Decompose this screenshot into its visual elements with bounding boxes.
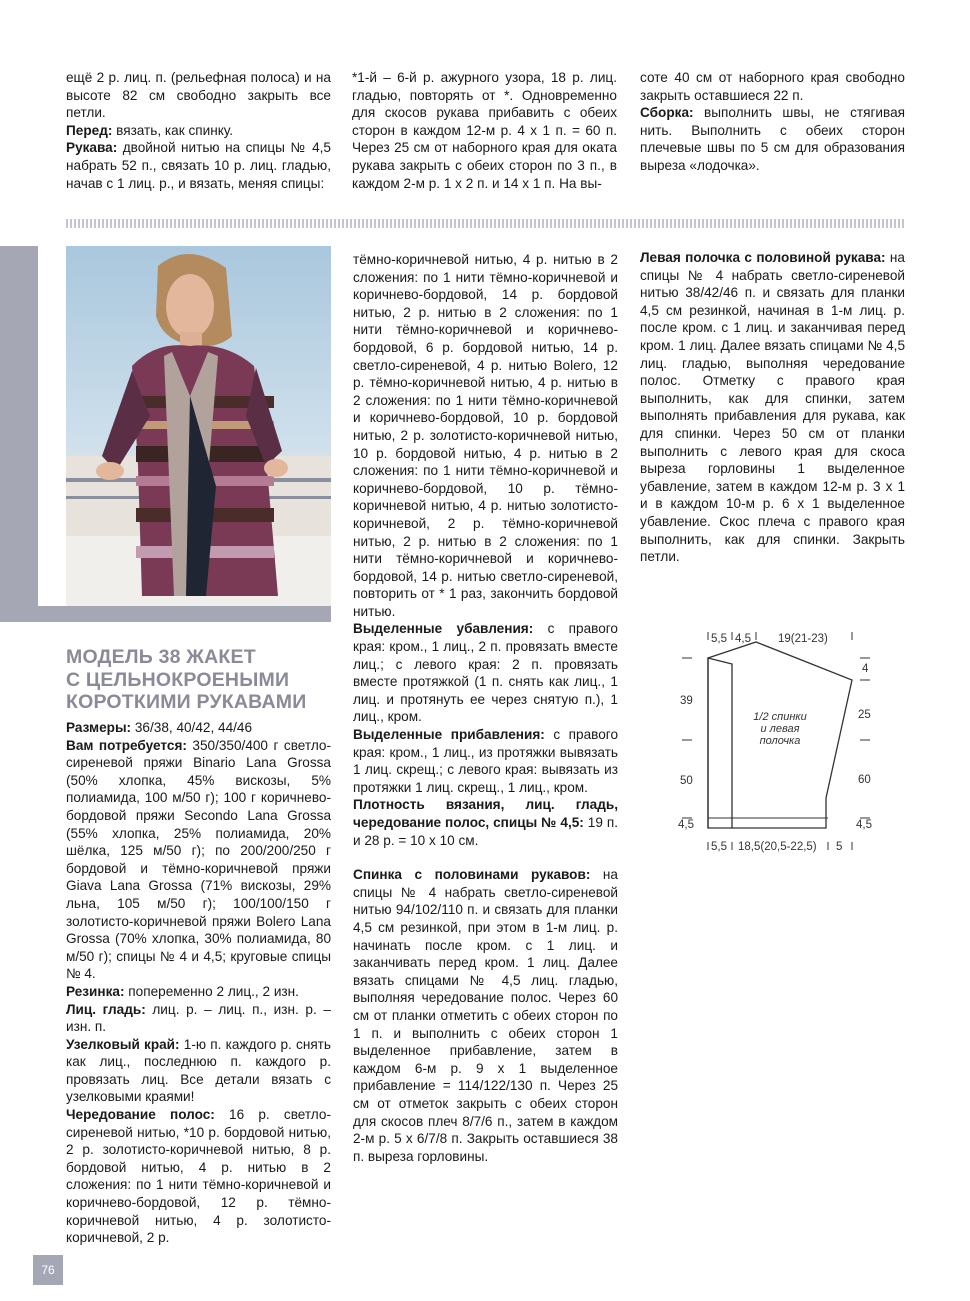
- term-label: Размеры:: [66, 720, 132, 735]
- term-label: Левая полочка с половиной рукава:: [640, 250, 886, 265]
- model-photo-illustration: [66, 246, 331, 606]
- section-divider: [66, 219, 906, 228]
- paragraph: [66, 737, 331, 983]
- paragraph: [353, 251, 618, 620]
- diagram-right-label: 4: [862, 663, 869, 675]
- paragraph: соте 40 см от наборного края свободно закрыть оставшиеся 22 п.: [640, 70, 905, 103]
- diagram-placket: [708, 658, 732, 828]
- diagram-top-label: 4,5: [735, 633, 751, 645]
- term-label: Сборка:: [640, 105, 694, 121]
- term-text: с правого края: кром., 1 лиц., 2 п. провязать вместе лиц.; с левого края: 2 п. провязать вместе протяжкой (1 п. снять как лиц., 1 лиц. и протянуть ее через снятую п.), 1 лиц., кром.: [353, 621, 618, 725]
- term-label: Лиц. гладь:: [66, 1001, 146, 1017]
- title-line-3: КОРОТКИМИ РУКАВАМИ: [66, 691, 307, 713]
- term-text: на спицы № 4 набрать светло-сиреневой нитью 94/102/110 п. и связать для планки 4,5 см резинкой, при этом в 1-м лиц. р. начинать после кром. с 1 лиц. и заканчивать перед кром. 1 лиц. Далее вязать спицами № 4,5 лиц. гладью, выполняя чередование полос. Через 60 см от планки отметить с обеих сторон по 1 п. и выполнить с обеих сторон 1 выделенное прибавление, затем в каждом 6-м р. 9 х 1 выделенное прибавление = 114/122/130 п. Через 25 см от отметок закрыть с обеих сторон для скосов плеч 8/7/6 п., затем в каждом 2-м р. 5 х 6/7/8 п. Закрыть оставшиеся 38 п. выреза горловины.: [353, 867, 618, 1164]
- diagram-top-label: 5,5: [711, 633, 727, 645]
- model-title: [66, 646, 331, 714]
- term-label: Выделенные прибавления:: [353, 727, 545, 743]
- paragraph: [353, 620, 618, 726]
- paragraph: [353, 796, 618, 849]
- term-text: лиц. р. – лиц. п., изн. р. – изн. п.: [66, 1001, 331, 1035]
- paragraph: [353, 866, 618, 1165]
- term-text: попеременно 2 лиц., 2 изн.: [124, 983, 299, 999]
- diagram-caption: полочка: [759, 735, 801, 747]
- diagram-bottom-label: 5: [836, 841, 843, 853]
- term-text: 1-ю п. каждого р. снять как лиц., последнюю п. каждого р. провязать лиц. Все детали вязать с узелковыми краями!: [66, 1036, 331, 1105]
- model-photo: [66, 246, 331, 606]
- side-color-band: [0, 246, 38, 622]
- diagram-right-label: 25: [858, 709, 871, 721]
- diagram-left-label: 39: [680, 695, 693, 707]
- term-text: двойной нитью на спицы № 4,5 набрать 52 п., связать 10 р. лиц. гладью, начав с 1 лиц. р., и вязать, меняя спицы:: [66, 140, 331, 191]
- middle-column: [353, 251, 618, 1165]
- term-text: 16 р. светло-сиреневой нитью, *10 р. бордовой нитью, 2 р. золотисто-коричневой нитью, 8 р. бордовой нитью, 4 р. нитью в 2 сложения: по 1 нити тёмно-коричневой и коричнево-бордовой, 12 р. тёмно-коричневой нитью, 4 р. золотисто-коричневой, 2 р.: [66, 1107, 331, 1246]
- top-column-1: [66, 69, 331, 192]
- paragraph: [66, 719, 331, 737]
- paragraph: ещё 2 р. лиц. п. (рельефная полоса) и на высоте 82 см свободно закрыть все петли.: [66, 70, 331, 121]
- paragraph: [640, 104, 905, 174]
- term-label: Узелковый край:: [66, 1036, 180, 1052]
- diagram-caption: 1/2 спинки: [753, 711, 807, 723]
- diagram-left-label: 50: [680, 775, 693, 787]
- diagram-right-label: 4,5: [856, 819, 872, 831]
- paragraph: [66, 1036, 331, 1106]
- term-text: с правого края: кром., 1 лиц., из протяжки вывязать 1 лиц. скрещ.; с левого края: вывязать из протяжки 1 лиц. скрещ., 1 лиц., кром.: [353, 727, 619, 795]
- term-text: тёмно-коричневой нитью, 4 р. нитью в 2 сложения: по 1 нити тёмно-коричневой и коричнево-бордовой, 14 р. бордовой нитью, 2 р. нитью в 2 сложения: по 1 нити тёмно-коричневой и коричнево-бордовой, 6 р. бордовой нитью, 14 р. светло-сиреневой, 4 р. нитью Bolero, 12 р. тёмно-коричневой нитью, 4 р. нитью в 2 сложения: по 1 нити тёмно-коричневой и коричнево-бордовой, 10 р. бордовой нитью, 2 р. золотисто-коричневой нитью, 10 р. бордовой нитью, 4 р. нитью в 2 сложения: по 1 нити тёмно-коричневой и коричнево-бордовой, 10 р. тёмно-коричневой нитью, 4 р. нитью золотисто-коричневой, 2 р. тёмно-коричневой нитью, 2 р. нитью в 2 сложения: по 1 нити тёмно-коричневой и коричнево-бордовой, 14 р. нитью светло-сиреневой, повторить от * 1 раз, закончить бордовой нитью.: [353, 252, 618, 619]
- diagram-left-label: 4,5: [678, 819, 694, 831]
- top-column-3: [640, 69, 905, 175]
- paragraph: *1-й – 6-й р. ажурного узора, 18 р. лиц. гладью, повторять от *. Одновременно для скосов рукава прибавить с обеих сторон в каждом 12-м р. 4 х 1 п. = 60 п. Через 25 см от наборного края для оката рукава закрыть с обеих сторон по 3 п., в каждом 2-м р. 1 х 2 п. и 14 х 1 п. На вы-: [352, 70, 617, 191]
- diagram-bottom-label: 18,5(20,5-22,5): [738, 841, 817, 853]
- title-line-1: МОДЕЛЬ 38 ЖАКЕТ: [66, 646, 256, 668]
- term-label: Перед:: [66, 122, 113, 138]
- page-number: 76: [33, 1255, 63, 1285]
- diagram-right-label: 60: [858, 774, 871, 786]
- pattern-diagram-drawing: [668, 628, 898, 860]
- term-text: 36/38, 40/42, 44/46: [131, 720, 253, 735]
- term-text: 19 п. и 28 р. = 10 х 10 см.: [353, 815, 618, 848]
- term-text: вязать, как спинку.: [112, 122, 234, 138]
- photo-bottom-band: [0, 606, 331, 622]
- term-label: Рукава:: [66, 140, 118, 156]
- term-label: Плотность вязания, лиц. гладь, чередование полос, спицы № 4,5:: [353, 797, 618, 830]
- paragraph: [66, 122, 331, 140]
- term-label: Выделенные убавления:: [353, 621, 534, 637]
- paragraph: [66, 1001, 331, 1036]
- term-text: выполнить швы, не стягивая нить. Выполнить с обеих сторон плечевые швы по 5 см для образования выреза «лодочка».: [640, 105, 905, 173]
- diagram-caption: и левая: [760, 723, 800, 735]
- paragraph: [640, 249, 905, 566]
- diagram-bottom-label: 5,5: [711, 841, 727, 853]
- term-label: Резинка:: [66, 983, 125, 999]
- term-text: 350/350/400 г светло-сиреневой пряжи Binario Lana Grossa (50% хлопка, 45% вискозы, 5% полиамида, 100 м/50 г); 100 г коричнево-бордовой пряжи Secondo Lana Grossa (55% хлопка, 25% полиамида, 20% шёлка, 125 м/50 г); по 200/200/250 г бордовой и тёмно-коричневой пряжи Giava Lana Grossa (71% вискозы, 29% льна, 105 м/50 г); 100/100/150 г золотисто-коричневой пряжи Bolero Lana Grossa (70% хлопка, 30% полиамида, 80 м/50 г); спицы № 4 и 4,5; круговые спицы № 4.: [66, 737, 331, 982]
- paragraph: [66, 139, 331, 192]
- paragraph: [353, 726, 618, 796]
- paragraph: [66, 1106, 331, 1247]
- paragraph-gap: [353, 849, 618, 866]
- term-label: Спинка с половинами рукавов:: [353, 867, 591, 883]
- left-column: [66, 719, 331, 1247]
- diagram-top-label: 19(21-23): [778, 633, 828, 645]
- title-line-2: С ЦЕЛЬНОКРОЕНЫМИ: [66, 668, 290, 691]
- top-column-2: [352, 69, 617, 192]
- paragraph: [66, 983, 331, 1001]
- term-label: Чередование полос:: [66, 1107, 215, 1123]
- term-label: Вам потребуется:: [66, 737, 187, 753]
- term-text: на спицы № 4 набрать светло-сиреневой нитью 38/42/46 п. и связать для планки 4,5 см резинкой, начиная в 1-м лиц. р. после кром. с 1 лиц. и заканчивая перед кром. 1 лиц. Далее вязать спицами № 4,5 лиц. гладью, выполняя чередование полос. Отметку с правого края выполнить, как для спинки, затем выполнять прибавления для рукава, как для спинки. Через 50 см от планки выполнить с левого края для скоса выреза горловины 1 выделенное убавление, затем в каждом 12-м р. 3 х 1 и в каждом 10-м р. 6 х 1 выделенное убавление. Скос плеча с правого края выполнить, как для спинки. Закрыть петли.: [640, 250, 905, 565]
- right-column: [640, 249, 905, 566]
